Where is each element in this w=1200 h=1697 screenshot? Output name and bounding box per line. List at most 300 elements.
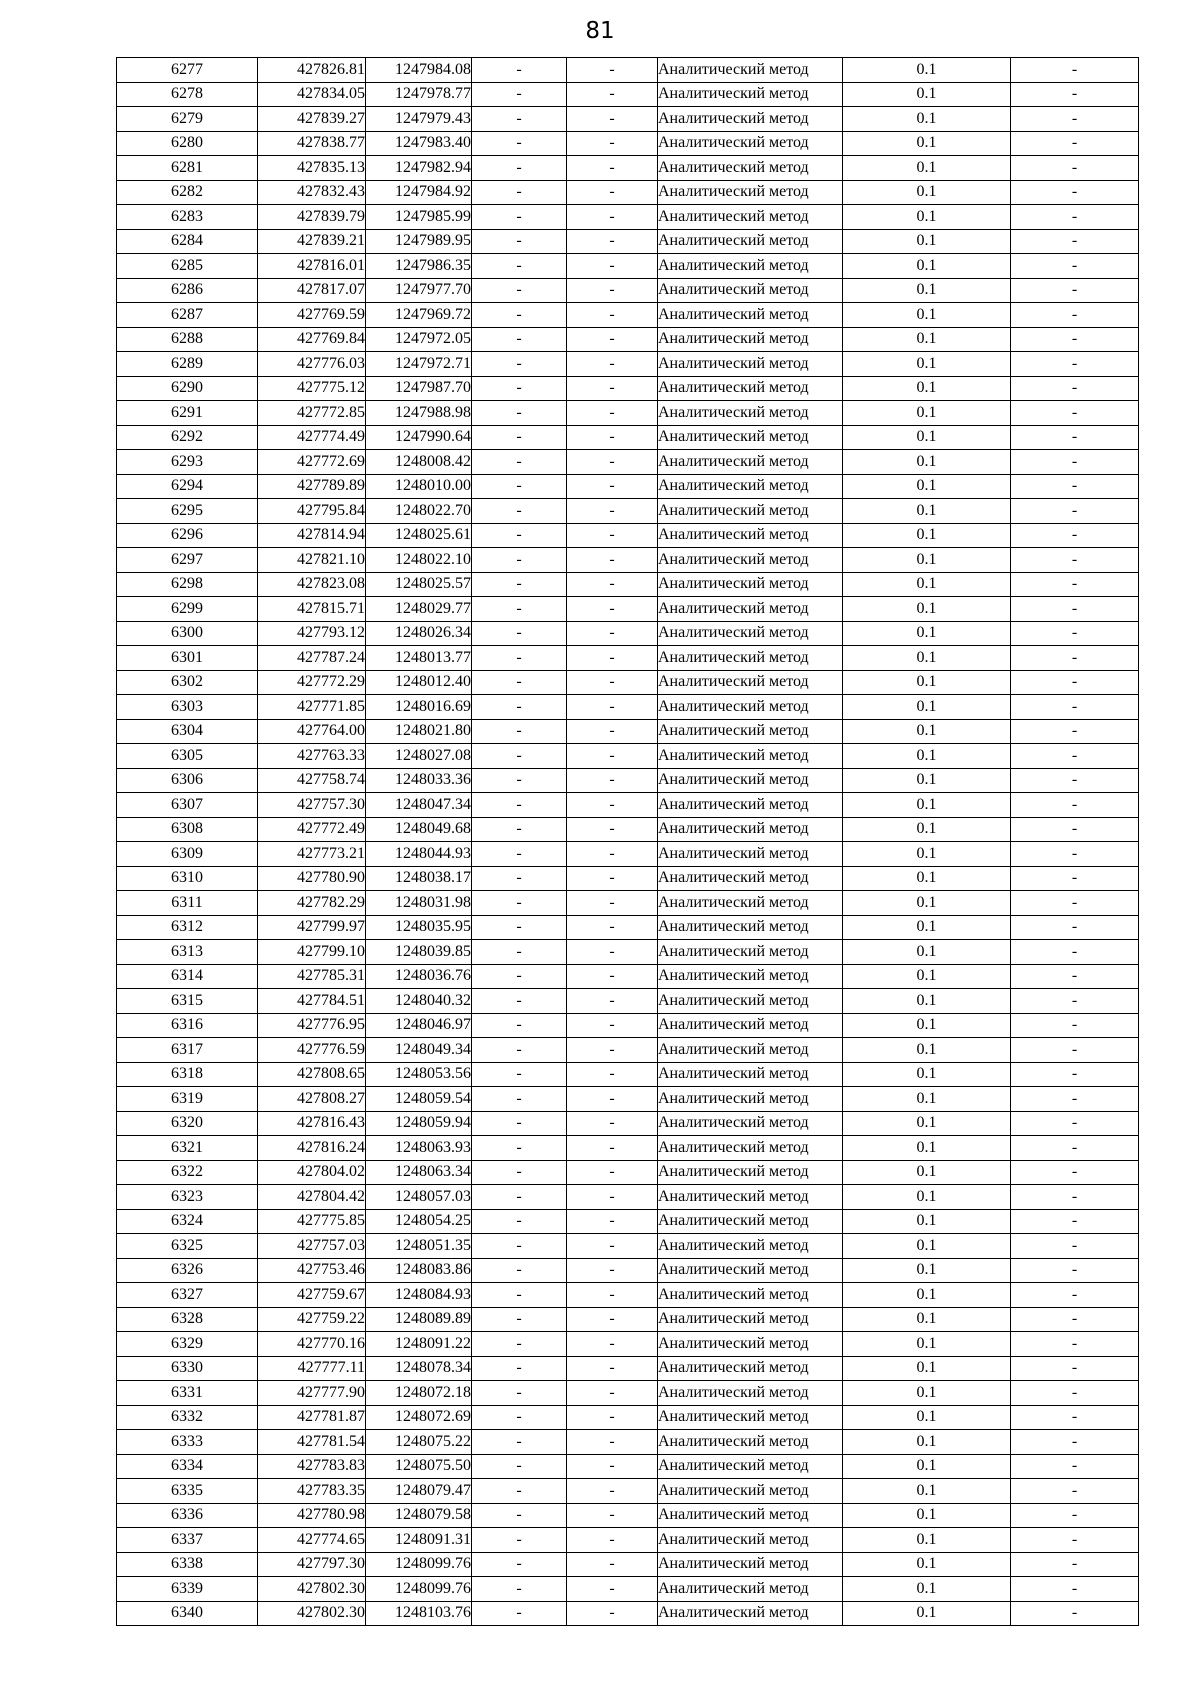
accuracy-cell: 0.1 <box>843 1160 1011 1185</box>
table-row <box>117 793 1139 818</box>
table-row <box>117 401 1139 426</box>
empty-value-cell: - <box>1011 425 1139 450</box>
method-cell: Аналитический метод <box>658 1258 843 1283</box>
x-coordinate-cell: 427780.98 <box>258 1503 366 1528</box>
accuracy-cell: 0.1 <box>843 303 1011 328</box>
method-cell: Аналитический метод <box>658 1332 843 1357</box>
method-cell: Аналитический метод <box>658 1062 843 1087</box>
x-coordinate-cell: 427799.10 <box>258 940 366 965</box>
empty-value-cell: - <box>1011 866 1139 891</box>
accuracy-cell: 0.1 <box>843 670 1011 695</box>
accuracy-cell: 0.1 <box>843 1307 1011 1332</box>
method-cell: Аналитический метод <box>658 450 843 475</box>
table-row <box>117 940 1139 965</box>
x-coordinate-cell: 427759.22 <box>258 1307 366 1332</box>
empty-value-cell: - <box>567 915 658 940</box>
accuracy-cell: 0.1 <box>843 205 1011 230</box>
y-coordinate-cell: 1248079.47 <box>366 1479 472 1504</box>
coordinates-table <box>116 57 1139 1626</box>
point-number-cell: 6318 <box>117 1062 258 1087</box>
empty-value-cell: - <box>567 1479 658 1504</box>
empty-value-cell: - <box>472 940 567 965</box>
empty-value-cell: - <box>472 1601 567 1626</box>
x-coordinate-cell: 427826.81 <box>258 58 366 83</box>
x-coordinate-cell: 427782.29 <box>258 891 366 916</box>
table-row <box>117 180 1139 205</box>
table-row <box>117 866 1139 891</box>
y-coordinate-cell: 1248022.70 <box>366 499 472 524</box>
point-number-cell: 6283 <box>117 205 258 230</box>
point-number-cell: 6332 <box>117 1405 258 1430</box>
point-number-cell: 6309 <box>117 842 258 867</box>
accuracy-cell: 0.1 <box>843 597 1011 622</box>
method-cell: Аналитический метод <box>658 719 843 744</box>
empty-value-cell: - <box>472 499 567 524</box>
table-row <box>117 1601 1139 1626</box>
y-coordinate-cell: 1248025.57 <box>366 572 472 597</box>
method-cell: Аналитический метод <box>658 1528 843 1553</box>
y-coordinate-cell: 1247978.77 <box>366 82 472 107</box>
empty-value-cell: - <box>567 1577 658 1602</box>
accuracy-cell: 0.1 <box>843 1577 1011 1602</box>
empty-value-cell: - <box>1011 499 1139 524</box>
point-number-cell: 6305 <box>117 744 258 769</box>
x-coordinate-cell: 427769.84 <box>258 327 366 352</box>
method-cell: Аналитический метод <box>658 817 843 842</box>
empty-value-cell: - <box>472 303 567 328</box>
empty-value-cell: - <box>567 891 658 916</box>
empty-value-cell: - <box>1011 817 1139 842</box>
empty-value-cell: - <box>472 523 567 548</box>
point-number-cell: 6310 <box>117 866 258 891</box>
point-number-cell: 6299 <box>117 597 258 622</box>
empty-value-cell: - <box>472 719 567 744</box>
table-row <box>117 1430 1139 1455</box>
point-number-cell: 6336 <box>117 1503 258 1528</box>
method-cell: Аналитический метод <box>658 891 843 916</box>
empty-value-cell: - <box>567 425 658 450</box>
accuracy-cell: 0.1 <box>843 719 1011 744</box>
y-coordinate-cell: 1248059.54 <box>366 1087 472 1112</box>
method-cell: Аналитический метод <box>658 989 843 1014</box>
point-number-cell: 6317 <box>117 1038 258 1063</box>
empty-value-cell: - <box>472 695 567 720</box>
table-row <box>117 523 1139 548</box>
accuracy-cell: 0.1 <box>843 523 1011 548</box>
empty-value-cell: - <box>1011 719 1139 744</box>
x-coordinate-cell: 427758.74 <box>258 768 366 793</box>
x-coordinate-cell: 427775.12 <box>258 376 366 401</box>
empty-value-cell: - <box>567 156 658 181</box>
accuracy-cell: 0.1 <box>843 1111 1011 1136</box>
point-number-cell: 6328 <box>117 1307 258 1332</box>
empty-value-cell: - <box>1011 376 1139 401</box>
empty-value-cell: - <box>472 621 567 646</box>
point-number-cell: 6340 <box>117 1601 258 1626</box>
table-row <box>117 82 1139 107</box>
empty-value-cell: - <box>567 229 658 254</box>
empty-value-cell: - <box>1011 793 1139 818</box>
y-coordinate-cell: 1247984.08 <box>366 58 472 83</box>
table-row <box>117 254 1139 279</box>
empty-value-cell: - <box>1011 278 1139 303</box>
empty-value-cell: - <box>472 1136 567 1161</box>
empty-value-cell: - <box>1011 1405 1139 1430</box>
point-number-cell: 6298 <box>117 572 258 597</box>
empty-value-cell: - <box>567 548 658 573</box>
table-row <box>117 1307 1139 1332</box>
point-number-cell: 6333 <box>117 1430 258 1455</box>
point-number-cell: 6313 <box>117 940 258 965</box>
empty-value-cell: - <box>1011 744 1139 769</box>
empty-value-cell: - <box>472 1552 567 1577</box>
empty-value-cell: - <box>472 548 567 573</box>
empty-value-cell: - <box>567 1356 658 1381</box>
y-coordinate-cell: 1247990.64 <box>366 425 472 450</box>
point-number-cell: 6294 <box>117 474 258 499</box>
table-row <box>117 695 1139 720</box>
method-cell: Аналитический метод <box>658 1454 843 1479</box>
empty-value-cell: - <box>567 58 658 83</box>
accuracy-cell: 0.1 <box>843 1062 1011 1087</box>
x-coordinate-cell: 427793.12 <box>258 621 366 646</box>
table-row <box>117 1381 1139 1406</box>
empty-value-cell: - <box>472 793 567 818</box>
accuracy-cell: 0.1 <box>843 1038 1011 1063</box>
y-coordinate-cell: 1247989.95 <box>366 229 472 254</box>
empty-value-cell: - <box>1011 1479 1139 1504</box>
table-row <box>117 229 1139 254</box>
y-coordinate-cell: 1248022.10 <box>366 548 472 573</box>
empty-value-cell: - <box>567 82 658 107</box>
accuracy-cell: 0.1 <box>843 817 1011 842</box>
y-coordinate-cell: 1248016.69 <box>366 695 472 720</box>
method-cell: Аналитический метод <box>658 523 843 548</box>
x-coordinate-cell: 427789.89 <box>258 474 366 499</box>
method-cell: Аналитический метод <box>658 499 843 524</box>
x-coordinate-cell: 427784.51 <box>258 989 366 1014</box>
empty-value-cell: - <box>472 768 567 793</box>
empty-value-cell: - <box>567 474 658 499</box>
x-coordinate-cell: 427772.29 <box>258 670 366 695</box>
x-coordinate-cell: 427781.87 <box>258 1405 366 1430</box>
point-number-cell: 6325 <box>117 1234 258 1259</box>
empty-value-cell: - <box>567 1185 658 1210</box>
point-number-cell: 6326 <box>117 1258 258 1283</box>
empty-value-cell: - <box>1011 205 1139 230</box>
y-coordinate-cell: 1248040.32 <box>366 989 472 1014</box>
empty-value-cell: - <box>1011 156 1139 181</box>
table-row <box>117 1454 1139 1479</box>
point-number-cell: 6295 <box>117 499 258 524</box>
empty-value-cell: - <box>472 989 567 1014</box>
empty-value-cell: - <box>1011 597 1139 622</box>
empty-value-cell: - <box>1011 1185 1139 1210</box>
table-row <box>117 1356 1139 1381</box>
empty-value-cell: - <box>1011 1234 1139 1259</box>
table-row <box>117 499 1139 524</box>
y-coordinate-cell: 1248053.56 <box>366 1062 472 1087</box>
method-cell: Аналитический метод <box>658 1601 843 1626</box>
empty-value-cell: - <box>472 597 567 622</box>
accuracy-cell: 0.1 <box>843 842 1011 867</box>
empty-value-cell: - <box>472 1356 567 1381</box>
point-number-cell: 6288 <box>117 327 258 352</box>
empty-value-cell: - <box>1011 303 1139 328</box>
point-number-cell: 6335 <box>117 1479 258 1504</box>
x-coordinate-cell: 427795.84 <box>258 499 366 524</box>
y-coordinate-cell: 1248051.35 <box>366 1234 472 1259</box>
empty-value-cell: - <box>472 891 567 916</box>
method-cell: Аналитический метод <box>658 1307 843 1332</box>
table-row <box>117 1503 1139 1528</box>
accuracy-cell: 0.1 <box>843 1381 1011 1406</box>
y-coordinate-cell: 1248054.25 <box>366 1209 472 1234</box>
method-cell: Аналитический метод <box>658 1283 843 1308</box>
empty-value-cell: - <box>1011 964 1139 989</box>
point-number-cell: 6330 <box>117 1356 258 1381</box>
y-coordinate-cell: 1248049.68 <box>366 817 472 842</box>
x-coordinate-cell: 427770.16 <box>258 1332 366 1357</box>
y-coordinate-cell: 1248039.85 <box>366 940 472 965</box>
x-coordinate-cell: 427839.79 <box>258 205 366 230</box>
point-number-cell: 6329 <box>117 1332 258 1357</box>
point-number-cell: 6338 <box>117 1552 258 1577</box>
x-coordinate-cell: 427816.43 <box>258 1111 366 1136</box>
empty-value-cell: - <box>567 866 658 891</box>
accuracy-cell: 0.1 <box>843 866 1011 891</box>
accuracy-cell: 0.1 <box>843 1552 1011 1577</box>
point-number-cell: 6282 <box>117 180 258 205</box>
table-row <box>117 1062 1139 1087</box>
empty-value-cell: - <box>567 1552 658 1577</box>
y-coordinate-cell: 1248084.93 <box>366 1283 472 1308</box>
x-coordinate-cell: 427814.94 <box>258 523 366 548</box>
point-number-cell: 6293 <box>117 450 258 475</box>
method-cell: Аналитический метод <box>658 107 843 132</box>
method-cell: Аналитический метод <box>658 744 843 769</box>
accuracy-cell: 0.1 <box>843 1430 1011 1455</box>
x-coordinate-cell: 427802.30 <box>258 1601 366 1626</box>
x-coordinate-cell: 427776.03 <box>258 352 366 377</box>
y-coordinate-cell: 1248091.22 <box>366 1332 472 1357</box>
empty-value-cell: - <box>1011 327 1139 352</box>
accuracy-cell: 0.1 <box>843 964 1011 989</box>
table-row <box>117 1258 1139 1283</box>
method-cell: Аналитический метод <box>658 572 843 597</box>
y-coordinate-cell: 1248044.93 <box>366 842 472 867</box>
empty-value-cell: - <box>567 376 658 401</box>
accuracy-cell: 0.1 <box>843 450 1011 475</box>
empty-value-cell: - <box>472 1013 567 1038</box>
empty-value-cell: - <box>1011 450 1139 475</box>
point-number-cell: 6303 <box>117 695 258 720</box>
table-row <box>117 989 1139 1014</box>
empty-value-cell: - <box>567 719 658 744</box>
table-row <box>117 425 1139 450</box>
accuracy-cell: 0.1 <box>843 1356 1011 1381</box>
accuracy-cell: 0.1 <box>843 768 1011 793</box>
y-coordinate-cell: 1248046.97 <box>366 1013 472 1038</box>
point-number-cell: 6320 <box>117 1111 258 1136</box>
accuracy-cell: 0.1 <box>843 401 1011 426</box>
accuracy-cell: 0.1 <box>843 572 1011 597</box>
empty-value-cell: - <box>1011 1332 1139 1357</box>
method-cell: Аналитический метод <box>658 646 843 671</box>
method-cell: Аналитический метод <box>658 327 843 352</box>
empty-value-cell: - <box>472 1111 567 1136</box>
x-coordinate-cell: 427785.31 <box>258 964 366 989</box>
method-cell: Аналитический метод <box>658 376 843 401</box>
empty-value-cell: - <box>567 1013 658 1038</box>
method-cell: Аналитический метод <box>658 425 843 450</box>
accuracy-cell: 0.1 <box>843 327 1011 352</box>
y-coordinate-cell: 1248091.31 <box>366 1528 472 1553</box>
empty-value-cell: - <box>567 989 658 1014</box>
point-number-cell: 6281 <box>117 156 258 181</box>
point-number-cell: 6291 <box>117 401 258 426</box>
table-row <box>117 1332 1139 1357</box>
method-cell: Аналитический метод <box>658 621 843 646</box>
x-coordinate-cell: 427777.11 <box>258 1356 366 1381</box>
point-number-cell: 6324 <box>117 1209 258 1234</box>
empty-value-cell: - <box>472 1332 567 1357</box>
method-cell: Аналитический метод <box>658 1552 843 1577</box>
empty-value-cell: - <box>567 1528 658 1553</box>
accuracy-cell: 0.1 <box>843 940 1011 965</box>
accuracy-cell: 0.1 <box>843 1136 1011 1161</box>
accuracy-cell: 0.1 <box>843 1454 1011 1479</box>
method-cell: Аналитический метод <box>658 205 843 230</box>
table-row <box>117 1038 1139 1063</box>
table-row <box>117 1479 1139 1504</box>
table-row <box>117 964 1139 989</box>
empty-value-cell: - <box>567 327 658 352</box>
x-coordinate-cell: 427808.65 <box>258 1062 366 1087</box>
y-coordinate-cell: 1248027.08 <box>366 744 472 769</box>
method-cell: Аналитический метод <box>658 793 843 818</box>
accuracy-cell: 0.1 <box>843 58 1011 83</box>
x-coordinate-cell: 427838.77 <box>258 131 366 156</box>
method-cell: Аналитический метод <box>658 866 843 891</box>
method-cell: Аналитический метод <box>658 695 843 720</box>
empty-value-cell: - <box>567 278 658 303</box>
empty-value-cell: - <box>1011 1111 1139 1136</box>
y-coordinate-cell: 1248029.77 <box>366 597 472 622</box>
empty-value-cell: - <box>567 1307 658 1332</box>
y-coordinate-cell: 1247972.05 <box>366 327 472 352</box>
accuracy-cell: 0.1 <box>843 1601 1011 1626</box>
accuracy-cell: 0.1 <box>843 695 1011 720</box>
table-row <box>117 450 1139 475</box>
empty-value-cell: - <box>567 646 658 671</box>
empty-value-cell: - <box>1011 940 1139 965</box>
method-cell: Аналитический метод <box>658 1160 843 1185</box>
empty-value-cell: - <box>1011 1258 1139 1283</box>
empty-value-cell: - <box>472 474 567 499</box>
empty-value-cell: - <box>1011 695 1139 720</box>
empty-value-cell: - <box>472 817 567 842</box>
point-number-cell: 6337 <box>117 1528 258 1553</box>
empty-value-cell: - <box>1011 670 1139 695</box>
method-cell: Аналитический метод <box>658 1087 843 1112</box>
empty-value-cell: - <box>472 1283 567 1308</box>
point-number-cell: 6292 <box>117 425 258 450</box>
empty-value-cell: - <box>1011 107 1139 132</box>
accuracy-cell: 0.1 <box>843 1234 1011 1259</box>
y-coordinate-cell: 1247979.43 <box>366 107 472 132</box>
table-row <box>117 744 1139 769</box>
y-coordinate-cell: 1248072.18 <box>366 1381 472 1406</box>
accuracy-cell: 0.1 <box>843 499 1011 524</box>
empty-value-cell: - <box>567 1136 658 1161</box>
empty-value-cell: - <box>472 915 567 940</box>
accuracy-cell: 0.1 <box>843 352 1011 377</box>
empty-value-cell: - <box>567 1332 658 1357</box>
y-coordinate-cell: 1248089.89 <box>366 1307 472 1332</box>
accuracy-cell: 0.1 <box>843 915 1011 940</box>
table-row <box>117 891 1139 916</box>
method-cell: Аналитический метод <box>658 1111 843 1136</box>
empty-value-cell: - <box>472 1234 567 1259</box>
empty-value-cell: - <box>567 1381 658 1406</box>
y-coordinate-cell: 1248025.61 <box>366 523 472 548</box>
empty-value-cell: - <box>472 1307 567 1332</box>
empty-value-cell: - <box>472 376 567 401</box>
table-row <box>117 352 1139 377</box>
y-coordinate-cell: 1248063.34 <box>366 1160 472 1185</box>
y-coordinate-cell: 1247986.35 <box>366 254 472 279</box>
accuracy-cell: 0.1 <box>843 82 1011 107</box>
y-coordinate-cell: 1248031.98 <box>366 891 472 916</box>
page-number: 81 <box>585 18 615 44</box>
accuracy-cell: 0.1 <box>843 1087 1011 1112</box>
empty-value-cell: - <box>472 254 567 279</box>
table-row <box>117 303 1139 328</box>
empty-value-cell: - <box>1011 1454 1139 1479</box>
point-number-cell: 6278 <box>117 82 258 107</box>
point-number-cell: 6312 <box>117 915 258 940</box>
empty-value-cell: - <box>1011 1552 1139 1577</box>
empty-value-cell: - <box>1011 1062 1139 1087</box>
empty-value-cell: - <box>567 1454 658 1479</box>
y-coordinate-cell: 1248049.34 <box>366 1038 472 1063</box>
empty-value-cell: - <box>567 303 658 328</box>
method-cell: Аналитический метод <box>658 58 843 83</box>
table-row <box>117 278 1139 303</box>
x-coordinate-cell: 427821.10 <box>258 548 366 573</box>
x-coordinate-cell: 427783.35 <box>258 1479 366 1504</box>
table-row <box>117 915 1139 940</box>
empty-value-cell: - <box>1011 1601 1139 1626</box>
x-coordinate-cell: 427764.00 <box>258 719 366 744</box>
empty-value-cell: - <box>472 1160 567 1185</box>
table-row <box>117 817 1139 842</box>
empty-value-cell: - <box>472 82 567 107</box>
empty-value-cell: - <box>1011 401 1139 426</box>
empty-value-cell: - <box>567 597 658 622</box>
empty-value-cell: - <box>567 131 658 156</box>
empty-value-cell: - <box>567 205 658 230</box>
y-coordinate-cell: 1248012.40 <box>366 670 472 695</box>
table-row <box>117 376 1139 401</box>
empty-value-cell: - <box>472 1503 567 1528</box>
table-row <box>117 1283 1139 1308</box>
y-coordinate-cell: 1248013.77 <box>366 646 472 671</box>
method-cell: Аналитический метод <box>658 1185 843 1210</box>
method-cell: Аналитический метод <box>658 352 843 377</box>
empty-value-cell: - <box>567 499 658 524</box>
